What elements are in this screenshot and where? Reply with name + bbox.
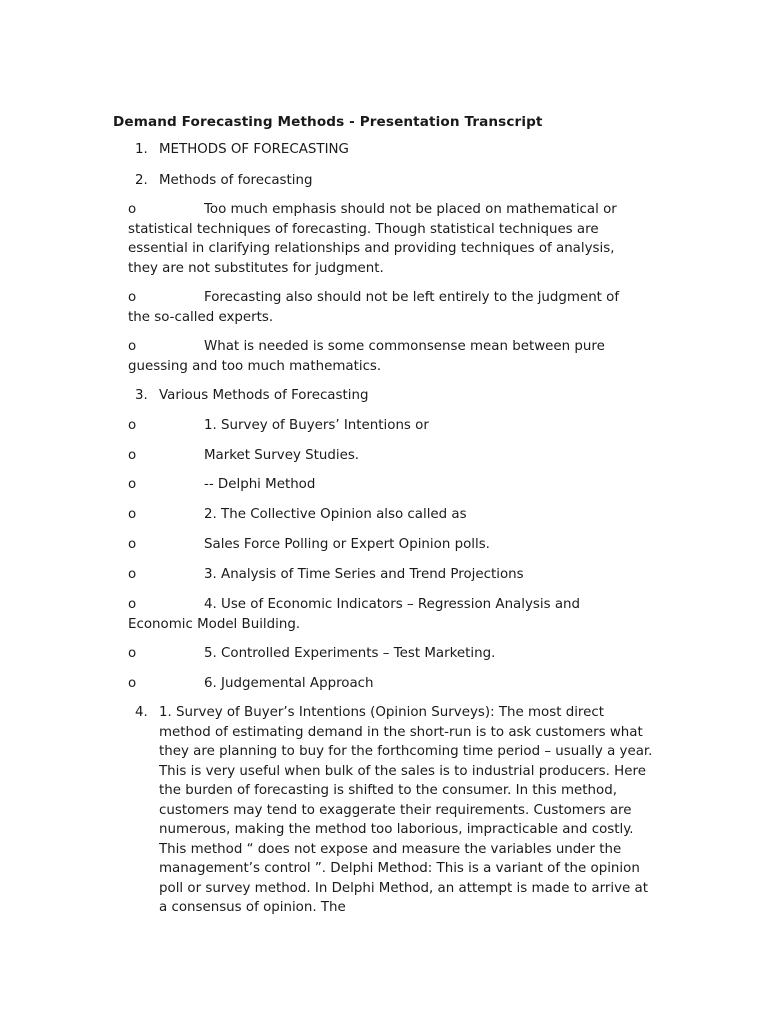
list-text: Various Methods of Forecasting	[159, 388, 369, 403]
bullet-text: 1. Survey of Buyers’ Intentions or	[204, 418, 429, 433]
list-text: Methods of forecasting	[159, 173, 313, 188]
bullet-marker: o	[128, 597, 137, 612]
bullet-item	[128, 505, 643, 525]
bullet-text: 2. The Collective Opinion also called as	[204, 507, 467, 522]
bullet-text: 3. Analysis of Time Series and Trend Projections	[204, 567, 524, 582]
bullet-marker: o	[128, 507, 137, 522]
bullet-text: 5. Controlled Experiments – Test Marketing.	[204, 646, 496, 661]
bullet-marker: o	[128, 448, 137, 463]
bullet-item	[128, 288, 643, 327]
paragraph-text: 1. Survey of Buyer’s Intentions (Opinion Surveys): The most direct method of estimating demand in the short-run is to ask customers what they are planning to buy for the forthcoming time period – usually a year. This is very useful when bulk of the sales is to industrial producers. Here the burden of forecasting is shifted to the consumer. In this method, customers may tend to exaggerate their requirements. Customers are numerous, making the method too laborious, impracticable and costly. This method “ does not expose and measure the variables under the management’s control ”. Delphi Method: This is a variant of the opinion poll or survey method. In Delphi Method, an attempt is made to arrive at a consensus of opinion. The	[159, 705, 653, 915]
bullet-text: Too much emphasis should not be placed on mathematical or statistical techniques of forecasting. Though statistical techniques are essential in clarifying relationships and providing techniques of analysis, they are not substitutes for judgment.	[128, 202, 617, 276]
bullet-marker: o	[128, 537, 137, 552]
bullet-item	[128, 416, 643, 436]
bullet-marker: o	[128, 418, 137, 433]
bullet-text: -- Delphi Method	[204, 477, 316, 492]
list-text: METHODS OF FORECASTING	[159, 142, 349, 157]
bullet-text: 6. Judgemental Approach	[204, 676, 374, 691]
bullet-item	[128, 674, 643, 694]
bullet-item	[128, 200, 643, 278]
bullet-item	[128, 446, 643, 466]
bullet-item	[128, 337, 643, 376]
bullet-item	[128, 595, 643, 634]
bullet-item	[128, 535, 643, 555]
list-number: 1.	[135, 142, 148, 157]
bullet-item	[128, 644, 643, 664]
document-title: Demand Forecasting Methods - Presentation Transcript	[113, 114, 543, 130]
list-number: 2.	[135, 173, 148, 188]
bullet-text: 4. Use of Economic Indicators – Regression Analysis and Economic Model Building.	[128, 597, 581, 632]
bullet-item	[128, 475, 643, 495]
bullet-marker: o	[128, 646, 137, 661]
bullet-item	[128, 565, 643, 585]
bullet-text: Forecasting also should not be left entirely to the judgment of the so-called experts.	[128, 290, 620, 325]
bullet-marker: o	[128, 676, 137, 691]
bullet-text: Sales Force Polling or Expert Opinion polls.	[204, 537, 490, 552]
list-item-4	[135, 703, 655, 918]
list-number: 4.	[135, 705, 148, 720]
bullet-marker: o	[128, 567, 137, 582]
bullet-marker: o	[128, 477, 137, 492]
list-number: 3.	[135, 388, 148, 403]
bullet-marker: o	[128, 202, 137, 217]
bullet-marker: o	[128, 339, 137, 354]
bullet-text: What is needed is some commonsense mean between pure guessing and too much mathematics.	[128, 339, 605, 374]
bullet-text: Market Survey Studies.	[204, 448, 360, 463]
bullet-marker: o	[128, 290, 137, 305]
